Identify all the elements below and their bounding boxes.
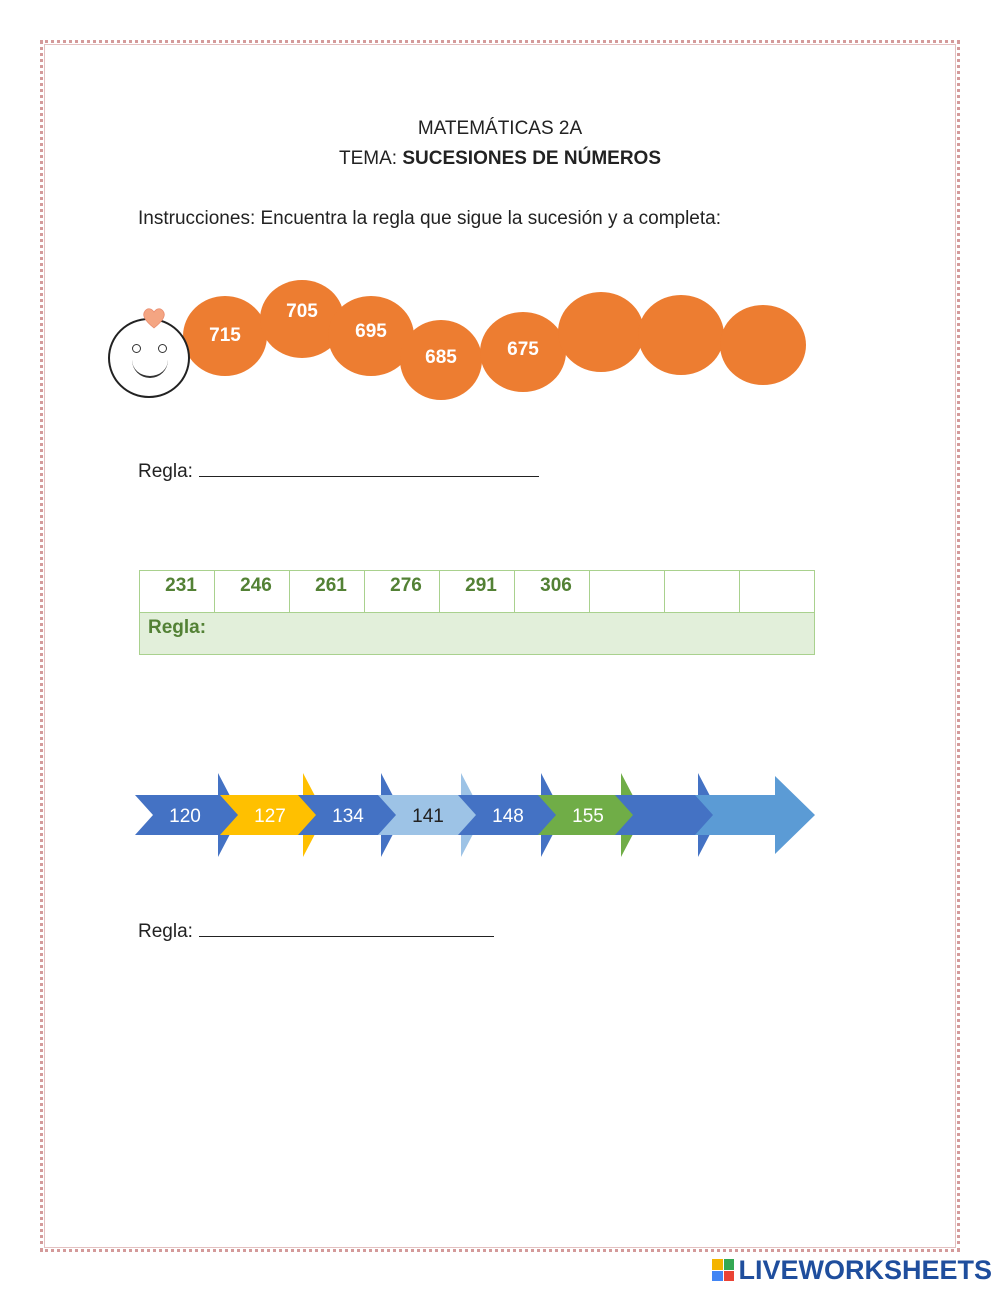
- caterpillar-segment: 705: [260, 280, 344, 358]
- sequence-cell: 291: [440, 571, 515, 613]
- arrow-step[interactable]: [695, 776, 815, 854]
- arrow-value: 148: [492, 806, 524, 827]
- topic-prefix: TEMA:: [339, 148, 403, 169]
- smile-icon: [132, 354, 168, 378]
- caterpillar-segment: 695: [328, 296, 414, 376]
- caterpillar-segment: 715: [183, 296, 267, 376]
- caterpillar-segment[interactable]: [720, 305, 806, 385]
- sequence-cell: 306: [515, 571, 590, 613]
- sequence-table: [139, 570, 815, 655]
- liveworksheets-logo-icon: [712, 1259, 734, 1281]
- sequence-cell[interactable]: [590, 571, 665, 613]
- topic-name: SUCESIONES DE NÚMEROS: [402, 148, 661, 169]
- eye-icon: [132, 344, 141, 353]
- eye-icon: [158, 344, 167, 353]
- rule-3-row: [138, 918, 494, 943]
- heart-icon: [141, 305, 167, 331]
- instructions: Instrucciones: Encuentra la regla que sigue la sucesión y a completa:: [138, 208, 721, 229]
- topic-title: [0, 148, 1000, 170]
- sequence-table-values-row: [140, 571, 815, 613]
- brand-watermark: [712, 1255, 992, 1285]
- rule-3-answer-line[interactable]: [199, 918, 494, 937]
- caterpillar-segment: 675: [480, 312, 566, 392]
- arrow-value: 127: [254, 806, 286, 827]
- sequence-table-rule-row: [140, 613, 815, 655]
- arrow-value: 141: [412, 806, 444, 827]
- sequence-cell: 231: [140, 571, 215, 613]
- caterpillar-segment[interactable]: [638, 295, 724, 375]
- rule-1-row: [138, 458, 539, 483]
- rule-1-label: Regla:: [138, 461, 193, 482]
- subject-title: MATEMÁTICAS 2A: [417, 118, 583, 139]
- arrow-step: [135, 773, 240, 857]
- arrow-value: 155: [572, 806, 604, 827]
- rule-1-answer-line[interactable]: [199, 458, 539, 477]
- sequence-cell: 276: [365, 571, 440, 613]
- table-rule-label: Regla:: [140, 613, 815, 655]
- sequence-cell: 261: [290, 571, 365, 613]
- arrow-value: 120: [169, 806, 201, 827]
- arrow-value: 134: [332, 806, 364, 827]
- caterpillar-segment[interactable]: [558, 292, 644, 372]
- sequence-cell[interactable]: [740, 571, 815, 613]
- rule-3-label: Regla:: [138, 921, 193, 942]
- arrow-sequence: [130, 770, 820, 860]
- caterpillar-segment: 685: [400, 320, 482, 400]
- brand-name: LIVEWORKSHEETS: [738, 1254, 992, 1285]
- sequence-cell: 246: [215, 571, 290, 613]
- sequence-cell[interactable]: [665, 571, 740, 613]
